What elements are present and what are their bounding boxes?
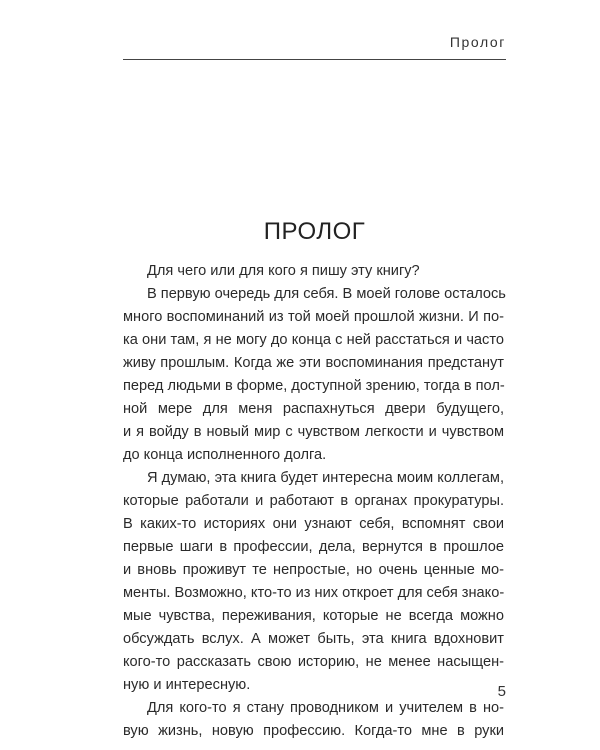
- text-line: которые работали и работают в органах прокуратуры.: [123, 493, 504, 509]
- text-line: и я войду в новый мир с чувством легкости и чувством: [123, 424, 504, 440]
- text-line: ную и интересную.: [123, 677, 251, 693]
- text-line: кого-то рассказать свою историю, не менее насыщен-: [123, 654, 504, 670]
- text-line: Для кого-то я стану проводником и учителем в но-: [147, 700, 504, 716]
- text-line: и вновь проживут те непростые, но очень ценные мо-: [123, 562, 504, 578]
- page-number: 5: [497, 683, 506, 700]
- text-line: Я думаю, эта книга будет интересна моим коллегам,: [147, 470, 504, 486]
- text-line: обсуждать вслух. А может быть, эта книга вдохновит: [123, 631, 504, 647]
- text-line: много воспоминаний из той моей прошлой жизни. И по-: [123, 309, 504, 325]
- text-line: мые чувства, переживания, которые не всегда можно: [123, 608, 504, 624]
- text-line: ка они там, я не могу до конца с ней расстаться и часто: [123, 332, 504, 348]
- text-line: ной мере для меня распахнуться двери будущего,: [123, 401, 504, 417]
- text-line: живу прошлым. Когда же эти воспоминания предстанут: [123, 355, 504, 371]
- body-text: [123, 260, 504, 743]
- text-line: первые шаги в профессии, дела, вернутся в прошлое: [123, 539, 504, 555]
- chapter-title: ПРОЛОГ: [263, 218, 366, 245]
- text-line: менты. Возможно, кто-то из них откроет для себя знако-: [123, 585, 505, 601]
- text-line: В каких-то историях они узнают себя, вспомнят свои: [123, 516, 504, 532]
- text-line: до конца исполненного долга.: [123, 447, 327, 463]
- running-header-title: Пролог: [449, 34, 506, 50]
- text-line: вую жизнь, новую профессию. Когда-то мне в руки: [123, 723, 504, 739]
- text-line: В первую очередь для себя. В моей голове осталось: [147, 286, 506, 302]
- header-rule: [123, 59, 506, 60]
- text-line: Для чего или для кого я пишу эту книгу?: [147, 263, 420, 279]
- text-line: перед людьми в форме, доступной зрению, тогда в пол-: [123, 378, 505, 394]
